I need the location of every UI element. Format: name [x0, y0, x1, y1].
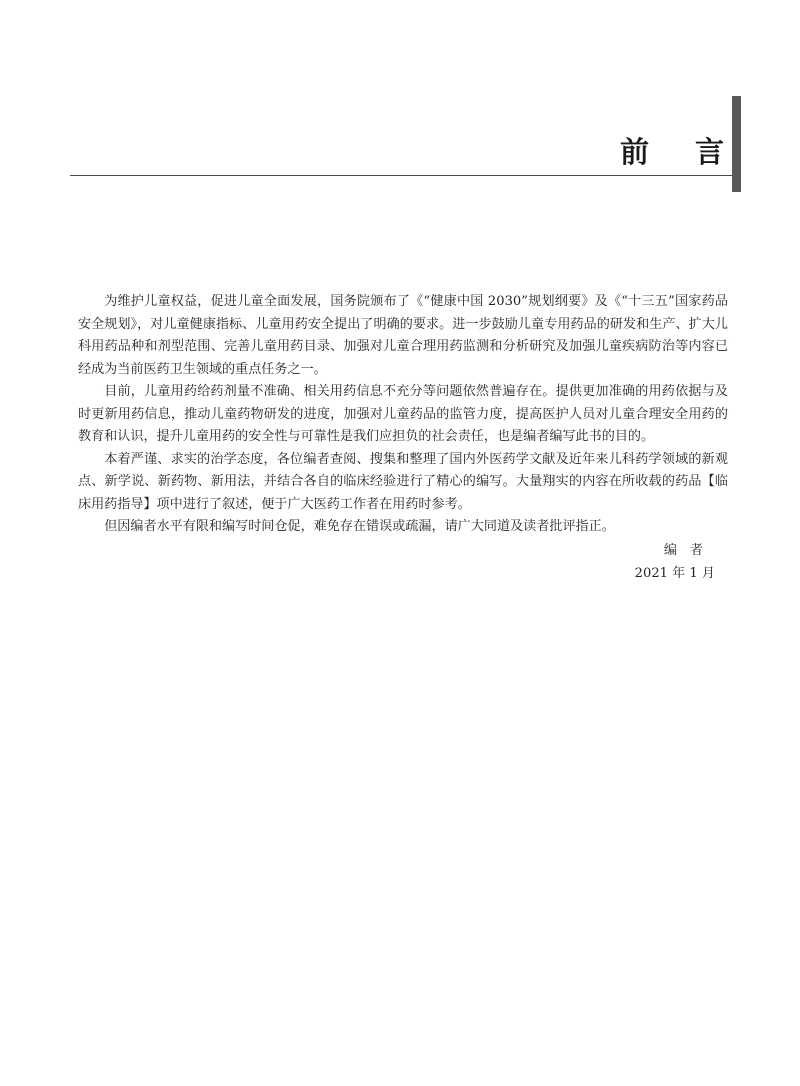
paragraph-4: 但因编者水平有限和编写时间仓促，难免存在错误或疏漏，请广大同道及读者批评指正。 [104, 519, 615, 534]
editor-signature: 编者 [663, 543, 716, 558]
preface-body [78, 291, 728, 539]
signature-block [635, 540, 715, 585]
paragraph-3: 本着严谨、求实的治学态度，各位编者查阅、搜集和整理了国内外医药学文献及近年来儿科药学领域的新观点、新学说、新药物、新用法，并结合各自的临床经验进行了精心的编写。大量翔实的内容在所收载的药品【临床用药指导】项中进行了叙述，便于广大医药工作者在用药时参考。 [78, 451, 728, 512]
header-rule [70, 175, 732, 176]
publication-date: 2021 年 1 月 [634, 565, 715, 581]
page-title: 前言 [619, 135, 770, 169]
paragraph-2: 目前，儿童用药给药剂量不准确、相关用药信息不充分等问题依然普遍存在。提供更加准确的用药依据与及时更新用药信息，推动儿童药物研发的进度，加强对儿童药品的监管力度，提高医护人员对儿童合理安全用药的教育和认识，提升儿童用药的安全性与可靠性是我们应担负的社会责任，也是编者编写此书的目的。 [78, 384, 728, 444]
paragraph-1: 为维护儿童权益，促进儿童全面发展，国务院颁布了《“健康中国 2030”规划纲要》及《“十三五”国家药品安全规划》，对儿童健康指标、儿童用药安全提出了明确的要求。进一步鼓励儿童专用药品的研发和生产、扩大儿科用药品种和剂型范围、完善儿童用药目录、加强对儿童合理用药监测和分析研究及加强儿童疾病防治等内容已经成为当前医药卫生领域的重点任务之一。 [78, 294, 728, 377]
